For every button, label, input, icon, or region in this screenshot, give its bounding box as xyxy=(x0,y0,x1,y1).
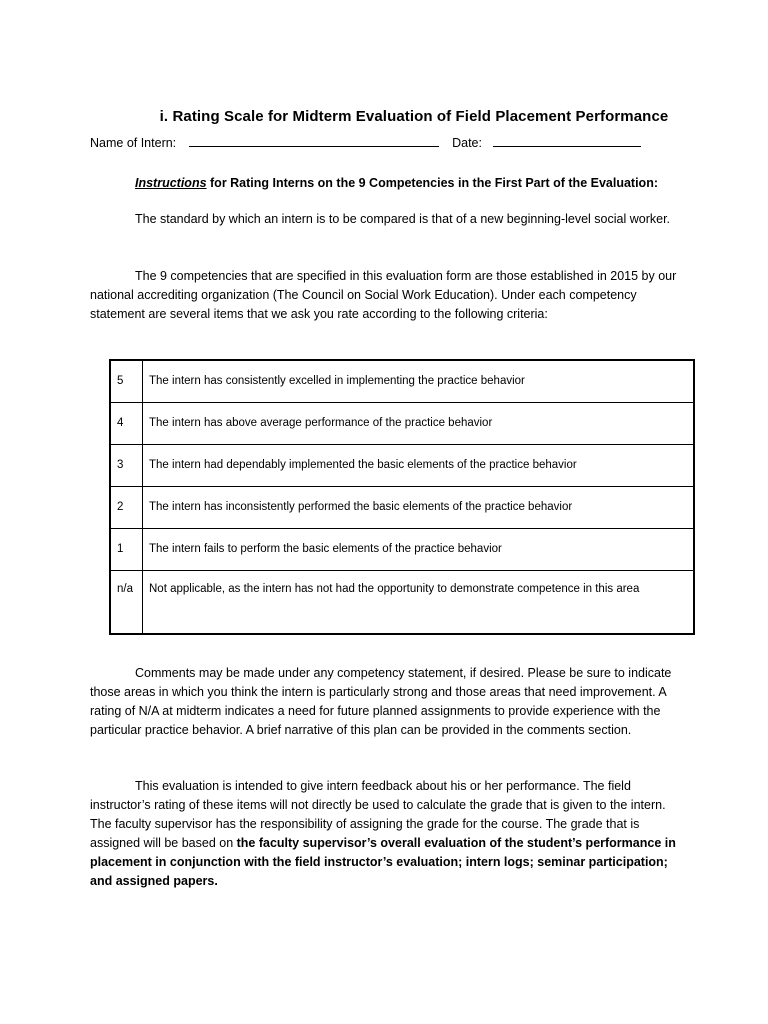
paragraph-evaluation-purpose xyxy=(90,777,680,891)
instructions-lead: Instructions xyxy=(135,176,207,190)
rating-scale-table xyxy=(109,359,695,635)
table-row xyxy=(110,360,694,402)
paragraph-competencies: The 9 competencies that are specified in this evaluation form are those established in 2015 by our national accrediting organization (The Council on Social Work Education). Under each competency statement are several items that we ask you rate according to the following criteria: xyxy=(90,269,677,321)
grading-basis-text: the faculty supervisor’s overall evaluation of the student’s performance in placement in conjunction with the field instructor’s evaluation; intern logs; seminar participation; and assigned papers. xyxy=(90,836,676,888)
rating-value: 1 xyxy=(110,528,143,570)
table-row xyxy=(110,444,694,486)
table-row xyxy=(110,570,694,634)
rating-description: The intern has consistently excelled in implementing the practice behavior xyxy=(143,360,695,402)
rating-value: 2 xyxy=(110,486,143,528)
rating-description: The intern had dependably implemented the basic elements of the practice behavior xyxy=(143,444,695,486)
rating-description: The intern fails to perform the basic elements of the practice behavior xyxy=(143,528,695,570)
rating-value: n/a xyxy=(110,570,143,634)
rating-description: The intern has inconsistently performed the basic elements of the practice behavior xyxy=(143,486,695,528)
instructions-heading xyxy=(90,174,680,193)
paragraph-comments: Comments may be made under any competency statement, if desired. Please be sure to indicate those areas in which you think the intern is particularly strong and those areas that need improvement. A rating of N/A at midterm indicates a need for future planned assignments to provide experience with the particular practice behavior. A brief narrative of this plan can be provided in the comments section. xyxy=(90,666,672,737)
paragraph-standard: The standard by which an intern is to be compared is that of a new beginning-level social worker. xyxy=(135,212,671,226)
rating-description: The intern has above average performance of the practice behavior xyxy=(143,402,695,444)
evaluation-purpose-text: This evaluation is intended to give intern feedback about his or her performance. The field instructor’s rating of these items will not directly be used to calculate the grade that is given to the intern. The faculty supervisor has the responsibility of assigning the grade for the course. The grade that is assigned will be based on xyxy=(90,779,666,850)
page-title: i. Rating Scale for Midterm Evaluation of Field Placement Performance xyxy=(159,108,669,125)
name-date-line xyxy=(90,135,641,150)
date-label: Date: xyxy=(452,136,482,150)
name-label: Name of Intern: xyxy=(90,136,177,150)
date-field[interactable] xyxy=(493,135,641,147)
rating-description: Not applicable, as the intern has not had the opportunity to demonstrate competence in this area xyxy=(143,570,695,634)
instructions-rest: for Rating Interns on the 9 Competencies in the First Part of the Evaluation: xyxy=(206,176,658,190)
table-row xyxy=(110,528,694,570)
rating-value: 3 xyxy=(110,444,143,486)
name-field[interactable] xyxy=(189,135,439,147)
table-row xyxy=(110,486,694,528)
table-row xyxy=(110,402,694,444)
rating-value: 4 xyxy=(110,402,143,444)
rating-value: 5 xyxy=(110,360,143,402)
